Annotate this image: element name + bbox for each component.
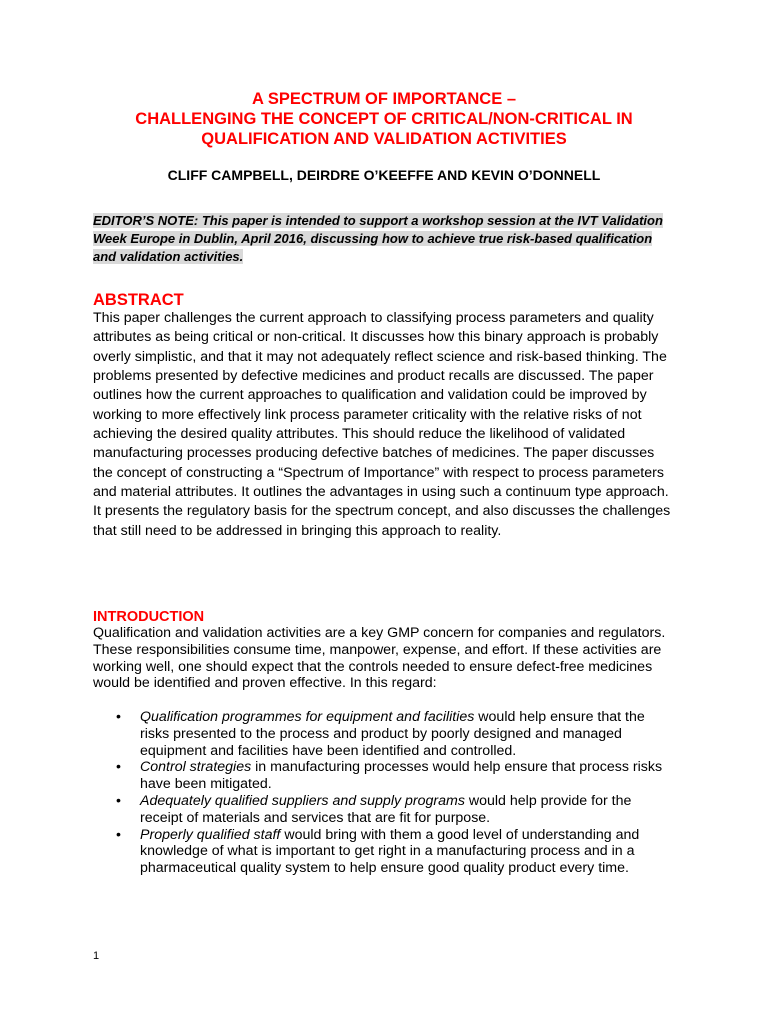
abstract-heading: ABSTRACT (93, 291, 184, 309)
list-item (93, 709, 673, 759)
abstract-paragraph: This paper challenges the current approach to classifying process parameters and quality attributes as being critical or non-critical. It discusses how this binary approach is probably overly simplistic, and that it may not adequately reflect science and risk-based thinking. The problems presented by defective medicines and product recalls are discussed. The paper outlines how the current approaches to qualification and validation could be improved by working to more effectively link process parameter criticality with the relative risks of not achieving the desired quality attributes. This should reduce the likelihood of validated manufacturing processes producing defective batches of medicines. The paper discusses the concept of constructing a “Spectrum of Importance” with respect to process parameters and material attributes. It outlines the advantages in using such a continuum type approach. It presents the regulatory basis for the spectrum concept, and also discusses the challenges that still need to be addressed in bringing this approach to reality. (93, 310, 671, 539)
bullet-emphasis: Properly qualified staff (140, 826, 281, 843)
bullet-emphasis: Qualification programmes for equipment and facilities (140, 709, 475, 725)
bullet-icon: • (116, 759, 121, 776)
bullet-text: would help ensure that the risks presented to the process and product by poorly designed and managed equipment and facilities have been identified and controlled. (140, 709, 645, 759)
paper-title (60, 89, 708, 149)
bullet-icon: • (116, 792, 121, 809)
bullet-emphasis: Control strategies (140, 759, 252, 776)
bullet-text: in manufacturing processes would help ensure that process risks have been mitigated. (140, 759, 663, 793)
introduction-heading: INTRODUCTION (93, 609, 205, 625)
bullet-icon: • (116, 826, 121, 843)
title-line-1: A SPECTRUM OF IMPORTANCE – (251, 90, 516, 108)
list-item (93, 827, 673, 877)
page-number: 1 (93, 950, 100, 962)
list-item (93, 759, 673, 793)
bullet-text: would bring with them a good level of understanding and knowledge of what is important to get right in a manufacturing process and in a pharmaceutical quality system to help ensure good quality product every time. (140, 826, 640, 877)
title-line-3: QUALIFICATION AND VALIDATION ACTIVITIES (201, 130, 567, 148)
list-item (93, 793, 673, 827)
introduction-bullet-list (93, 709, 673, 877)
introduction-paragraph: Qualification and validation activities are a key GMP concern for companies and regulators. These responsibilities consume time, manpower, expense, and effort. If these activities are working well, one should expect that the controls needed to ensure defect-free medicines would be identified and proven effective. In this regard: (93, 625, 666, 692)
editor-note-text: EDITOR’S NOTE: This paper is intended to support a workshop session at the IVT Validation Week Europe in Dublin, April 2016, discussing how to achieve true risk-based qualification and validation activities. (93, 213, 663, 264)
title-line-2: CHALLENGING THE CONCEPT OF CRITICAL/NON-CRITICAL IN (135, 110, 633, 128)
bullet-emphasis: Adequately qualified suppliers and supply programs (140, 792, 465, 809)
bullet-text: would help provide for the receipt of materials and services that are fit for purpose. (140, 792, 632, 826)
bullet-icon: • (116, 709, 121, 725)
editor-note (93, 212, 673, 266)
author-list: CLIFF CAMPBELL, DEIRDRE O’KEEFFE AND KEVIN O’DONNELL (167, 167, 601, 183)
